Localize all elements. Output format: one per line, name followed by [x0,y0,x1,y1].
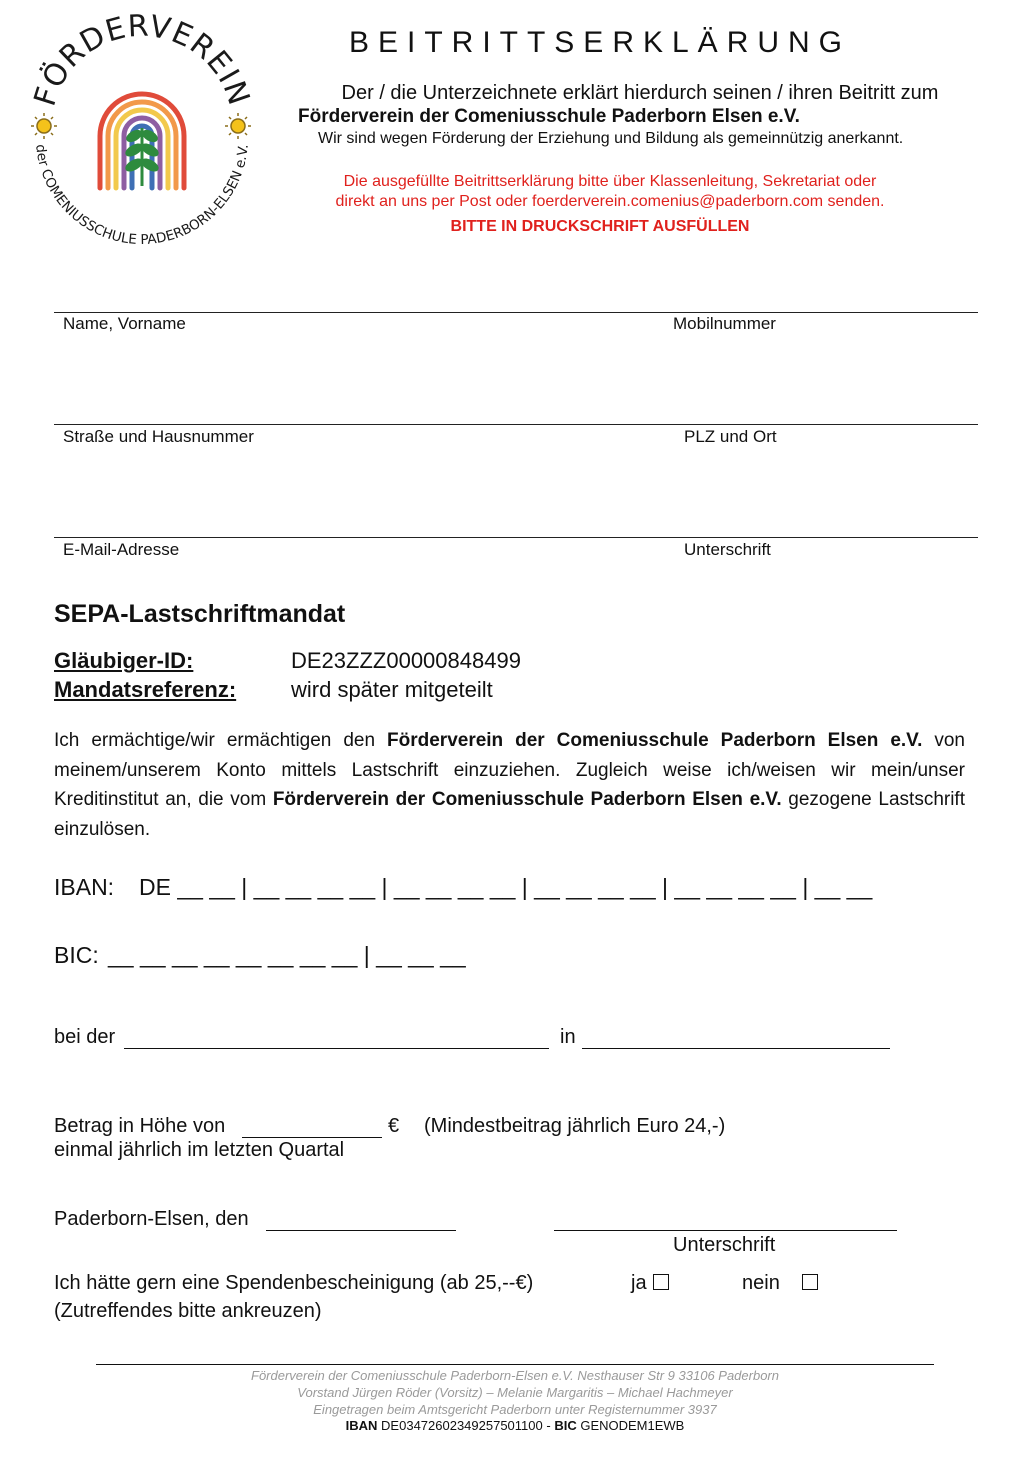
page-title: BEITRITTSERKLÄRUNG [348,26,852,59]
footer-board: Vorstand Jürgen Röder (Vorsitz) – Melanie Margaritis – Michael Hachmeyer [297,1385,733,1400]
donation-yes-checkbox[interactable] [653,1274,669,1290]
donation-no-option[interactable] [742,1272,818,1295]
donation-yes-label: ja [631,1272,647,1294]
mandate-signature-label: Unterschrift [673,1234,776,1256]
logo-subtitle-text: der COMENIUSSCHULE PADERBORN-ELSEN e.V. [32,143,252,248]
sun-icon-left [31,113,57,139]
mandate-text [54,726,965,844]
currency-symbol: € [388,1115,400,1137]
mandate-text-part: gezogene Lastschrift einzulösen. [54,789,965,840]
mandate-reference-value: wird später mitgeteilt [291,677,493,702]
checkbox-hint: (Zutreffendes bitte ankreuzen) [54,1300,322,1322]
name-field-label: Name, Vorname [63,314,186,333]
donation-no-label: nein [742,1272,780,1294]
iban-label: IBAN: [54,874,115,900]
mandate-signature-input[interactable] [554,1208,897,1231]
bank-name-input[interactable] [124,1026,549,1049]
mandate-text-part: von meinem/unserem Konto mittels Lastschrift einzuziehen. Zugleich weise ich/weisen wir mein/unser Kreditinstitut an, die vom [54,730,965,810]
street-input-area[interactable] [54,450,654,532]
bic-label: BIC: [54,942,99,968]
mobile-field-label: Mobilnummer [673,314,776,333]
amount-input[interactable] [242,1115,382,1138]
bank-label: bei der [54,1026,116,1048]
footer-bic-label: BIC [554,1418,577,1433]
footer-iban-value: DE03472602349257501100 - [381,1418,551,1433]
mandate-reference-label: Mandatsreferenz: [54,677,237,702]
footer-address: Förderverein der Comeniusschule Paderborn-Elsen e.V. Nesthauser Str 9 33106 Paderborn [251,1368,779,1383]
iban-input[interactable]: DE __ __ | __ __ __ __ | __ __ __ __ | __ __ __ __ | __ __ __ __ | __ __ [139,874,873,900]
bank-city-label: in [560,1026,576,1048]
submission-instructions [290,172,930,212]
intro-nonprofit-note: Wir sind wegen Förderung der Erziehung und Bildung als gemeinnützig anerkannt. [318,130,904,147]
footer-iban-label: IBAN [345,1418,378,1433]
footer-bic-value: GENODEM1EWB [580,1418,685,1433]
mandate-text-part: Ich ermächtige/wir ermächtigen den [54,730,376,751]
intro-text: Der / die Unterzeichnete erklärt hierdurch seinen / ihren Beitritt zum [341,82,939,104]
footer-divider [96,1364,934,1365]
mandate-text-organization: Förderverein der Comeniusschule Paderborn Elsen e.V. [272,789,782,810]
submission-line-1: Die ausgefüllte Beitrittserklärung bitte über Klassenleitung, Sekretariat oder [343,173,877,190]
signature-field-label: Unterschrift [684,540,771,559]
donation-no-checkbox[interactable] [802,1274,818,1290]
donation-receipt-question: Ich hätte gern eine Spendenbescheinigung (ab 25,--€) [54,1272,534,1294]
bank-city-input[interactable] [582,1026,890,1049]
name-input-area[interactable] [54,338,654,420]
payment-frequency: einmal jährlich im letzten Quartal [54,1139,345,1161]
submission-line-2: direkt an uns per Post oder foerderverein.comenius@paderborn.com senden. [335,193,885,210]
footer-register: Eingetragen beim Amtsgericht Paderborn unter Registernummer 3937 [313,1402,717,1417]
street-field-label: Straße und Hausnummer [63,427,254,446]
date-input[interactable] [266,1208,456,1231]
sepa-section-title: SEPA-Lastschriftmandat [54,600,346,628]
email-field-label: E-Mail-Adresse [63,540,180,559]
creditor-id-value: DE23ZZZ00000848499 [291,648,521,673]
sun-icon-right [225,113,251,139]
creditor-id-label: Gläubiger-ID: [54,648,194,673]
mandate-text-organization: Förderverein der Comeniusschule Paderborn Elsen e.V. [387,730,923,751]
intro-organization: Förderverein der Comeniusschule Paderborn Elsen e.V. [298,106,800,127]
field-divider [54,424,978,425]
place-date-label: Paderborn-Elsen, den [54,1208,249,1230]
donation-yes-option[interactable] [631,1272,669,1295]
logo-title-text: FÖRDERVEREIN [27,8,257,111]
field-divider [54,537,978,538]
zip-city-field-label: PLZ und Ort [684,427,777,446]
footer-bank-details [100,1418,930,1433]
print-instruction: BITTE IN DRUCKSCHRIFT AUSFÜLLEN [450,218,750,235]
field-divider [54,312,978,313]
association-logo [22,8,262,248]
mobile-input-area[interactable] [673,338,973,420]
minimum-fee-note: (Mindestbeitrag jährlich Euro 24,-) [424,1115,726,1137]
amount-label: Betrag in Höhe von [54,1115,226,1137]
zip-city-input-area[interactable] [684,450,974,532]
bic-input[interactable]: __ __ __ __ __ __ __ __ | __ __ __ [108,942,466,968]
